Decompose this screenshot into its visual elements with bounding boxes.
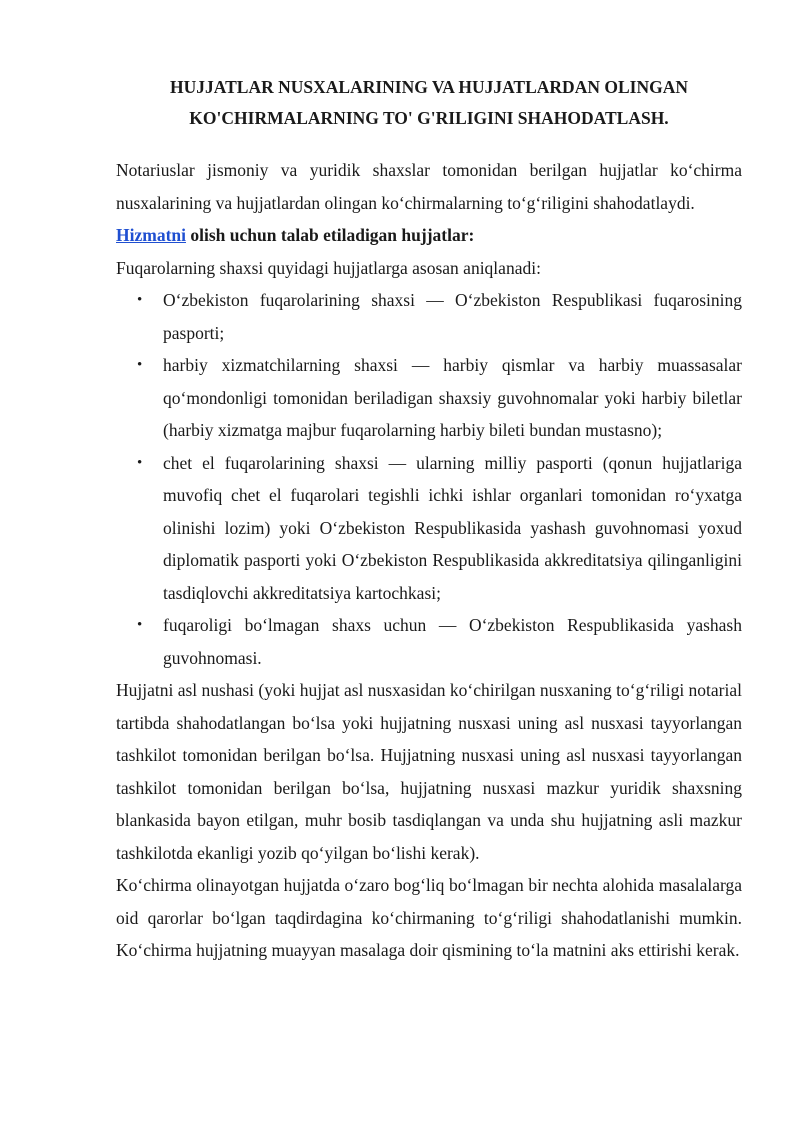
services-heading-text: olish uchun talab etiladigan hujjatlar: <box>186 225 475 245</box>
list-item <box>137 284 742 349</box>
services-heading <box>116 219 742 252</box>
bullet-icon: • <box>137 617 143 633</box>
page-title <box>116 72 742 134</box>
intro-paragraph: Notariuslar jismoniy va yuridik shaxslar tomonidan berilgan hujjatlar ko‘chirma nusxalarining va hujjatlardan olingan ko‘chirmalarning to‘g‘riligini shahodatlaydi. <box>116 160 742 213</box>
list-item <box>137 609 742 674</box>
list-item-text: harbiy xizmatchilarning shaxsi — harbiy qismlar va harbiy muassasalar qo‘mondonligi tomonidan beriladigan shaxsiy guvohnomalar yoki harbiy biletlar (harbiy xizmatga majbur fuqarolarning harbiy bileti bundan mustasno); <box>163 355 742 440</box>
bullet-icon: • <box>137 454 143 471</box>
bullet-icon: • <box>137 292 143 308</box>
original-document-paragraph: Hujjatni asl nushasi (yoki hujjat asl nusxasidan ko‘chirilgan nusxaning to‘g‘riligi notarial tartibda shahodatlangan bo‘lsa yoki hujjatning nusxasi uning asl nusxasi tayyorlangan tashkilot tomonidan berilgan bo‘lsa. Hujjatning nusxasi uning asl nusxasi tayyorlangan tashkilot tomonidan berilgan bo‘lsa, hujjatning nusxasi mazkur yuridik shaxsning blankasida bayon etilgan, muhr bosib tasdiqlangan va unda shu hujjatning asli mazkur tashkilotda ekanligi yozib qo‘yilgan bo‘lishi kerak). <box>116 680 743 863</box>
list-item-text: fuqaroligi bo‘lmagan shaxs uchun — O‘zbekiston Respublikasida yashash guvohnomasi. <box>163 615 742 668</box>
list-item-text: O‘zbekiston fuqarolarining shaxsi — O‘zbekiston Respublikasi fuqarosining pasporti; <box>163 290 742 343</box>
identity-intro: Fuqarolarning shaxsi quyidagi hujjatlarga asosan aniqlanadi: <box>116 257 541 278</box>
list-item <box>137 349 742 447</box>
list-item-text: chet el fuqarolarining shaxsi — ularning milliy pasporti (qonun hujjatlariga muvofiq chet el fuqarolari tegishli ichki ishlar organlari tomonidan ro‘yxatga olinishi lozim) yoki O‘zbekiston Respublikasida yashash guvohnomasi yoxud diplomatik pasporti yoki O‘zbekiston Respublikasida akkreditatsiya qilinganligini tasdiqlovchi akkreditatsiya kartochkasi; <box>163 452 742 603</box>
title-line-1: HUJJATLAR NUSXALARINING VA HUJJATLARDAN OLINGAN <box>170 77 688 97</box>
bullet-icon: • <box>137 357 143 373</box>
identity-document-list <box>116 284 742 674</box>
excerpt-paragraph: Ko‘chirma olinayotgan hujjatda o‘zaro bog‘liq bo‘lmagan bir nechta alohida masalalarga oid qarorlar bo‘lgan taqdirdagina ko‘chirmaning to‘g‘riligi shahodatlanishi mumkin. Ko‘chirma hujjatning muayyan masalaga doir qismining to‘la matnini aks ettirishi kerak. <box>116 875 742 960</box>
services-link[interactable]: Hizmatni <box>116 225 186 245</box>
title-line-2: KO'CHIRMALARNING TO' G'RILIGINI SHAHODATLASH. <box>189 108 669 128</box>
list-item <box>137 447 742 610</box>
